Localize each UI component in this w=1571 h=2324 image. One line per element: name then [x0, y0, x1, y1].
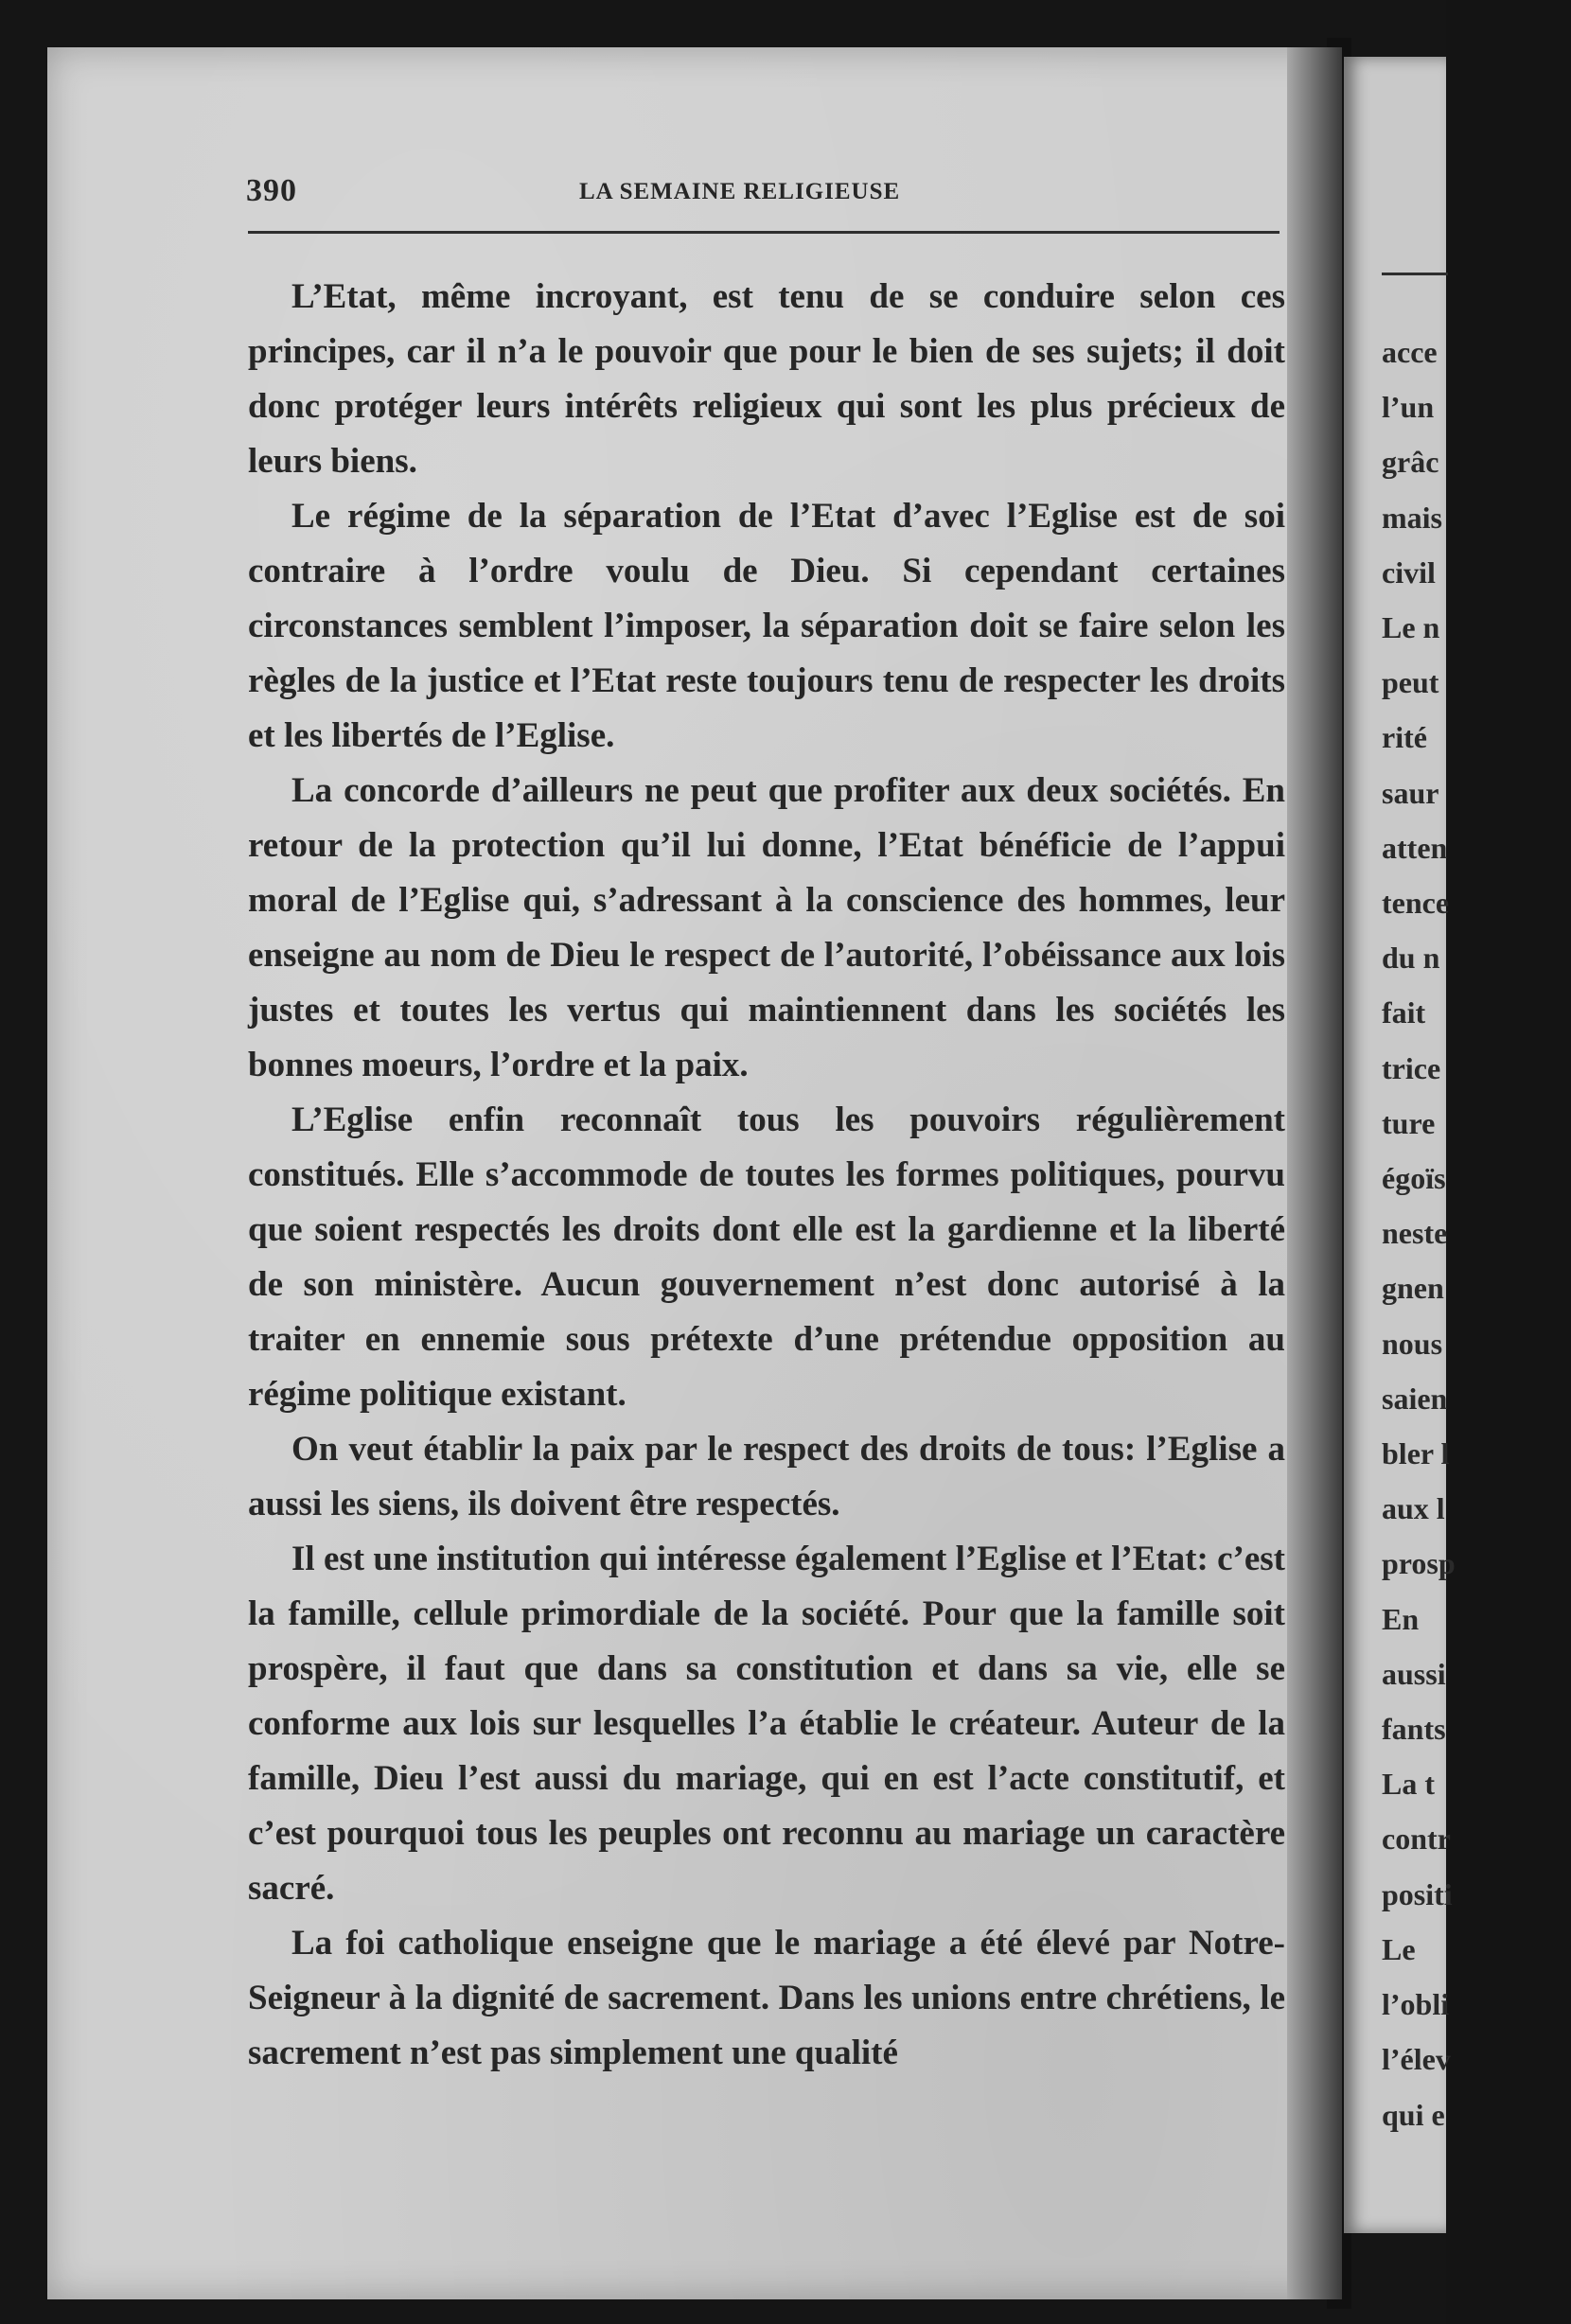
facing-page-line: aux l: [1382, 1491, 1445, 1526]
facing-page-line: l’un: [1382, 390, 1435, 425]
facing-page-line: grâc: [1382, 445, 1439, 480]
facing-page-line: saien: [1382, 1381, 1448, 1416]
facing-page-line: prosp: [1382, 1546, 1456, 1581]
facing-page-line: fait: [1382, 995, 1426, 1030]
paragraph: Le régime de la séparation de l’Etat d’avec l’Eglise est de soi contraire à l’ordre voulu de Dieu. Si cependant certaines circonstances semblent l’imposer, la séparation doit se faire selon les règles de la justice et l’Etat reste toujours tenu de respecter les droits et les libertés de l’Eglise.: [248, 497, 1285, 755]
facing-page-line: En: [1382, 1601, 1420, 1636]
facing-page-line: Le: [1382, 1931, 1416, 1966]
facing-page-line: l’obli: [1382, 1987, 1450, 2022]
facing-page-line: gnen: [1382, 1271, 1444, 1306]
facing-page-line: l’élev: [1382, 2042, 1451, 2077]
page-edge-shadow: [1287, 47, 1342, 2299]
running-head: [246, 173, 1268, 220]
paragraph: La concorde d’ailleurs ne peut que profiter aux deux sociétés. En retour de la protection qu’il lui donne, l’Etat bénéficie de l’appui moral de l’Eglise qui, s’adressant à la conscience des hommes, leur enseigne au nom de Dieu le respect de l’autorité, l’obéissance aux lois justes et toutes les vertus qui maintiennent dans les sociétés les bonnes moeurs, l’ordre et la paix.: [248, 771, 1285, 1084]
header-rule: [248, 231, 1280, 234]
facing-page-line: égoïs: [1382, 1161, 1446, 1196]
facing-page-line: saur: [1382, 775, 1439, 810]
paragraph: La foi catholique enseigne que le mariage a été élevé par Notre-Seigneur à la dignité de sacrement. Dans les unions entre chrétiens, le sacrement n’est pas simplement une qualité: [248, 1924, 1285, 2072]
paragraph: L’Etat, même incroyant, est tenu de se conduire selon ces principes, car il n’a le pouvoir que pour le bien de ses sujets; il doit donc protéger leurs intérêts religieux qui sont les plus précieux de leurs biens.: [248, 277, 1285, 481]
facing-page-line: ture: [1382, 1105, 1436, 1140]
facing-page-line: tence: [1382, 886, 1450, 921]
journal-title: LA SEMAINE RELIGIEUSE: [579, 179, 901, 204]
facing-page-line: contr: [1382, 1822, 1451, 1857]
facing-page-line: nous: [1382, 1326, 1443, 1361]
facing-page-line: fants: [1382, 1712, 1446, 1747]
facing-page-line: du n: [1382, 941, 1440, 976]
facing-page-line: atten: [1382, 830, 1448, 865]
facing-page-line: bler l: [1382, 1436, 1450, 1471]
facing-page-line: aussi: [1382, 1656, 1446, 1691]
facing-page-line: acce: [1382, 335, 1438, 369]
facing-page-line: peut: [1382, 665, 1439, 700]
facing-page-line: La t: [1382, 1767, 1435, 1802]
paragraph: L’Eglise enfin reconnaît tous les pouvoirs régulièrement constitués. Elle s’accommode de toutes les formes politiques, pourvu que soient respectés les droits dont elle est la gardienne et la liberté de son ministère. Aucun gouvernement n’est donc autorisé à la traiter en ennemie sous prétexte d’une prétendue opposition au régime politique existant.: [248, 1100, 1285, 1414]
facing-page-line: positi: [1382, 1876, 1453, 1911]
page-number: 390: [246, 173, 297, 208]
facing-page-line: neste: [1382, 1216, 1448, 1251]
facing-page-text: [1382, 325, 1571, 2142]
facing-page-rule: [1382, 273, 1448, 275]
facing-page: [1344, 57, 1456, 2233]
body-text: [248, 270, 1285, 2081]
paragraph: Il est une institution qui intéresse également l’Eglise et l’Etat: c’est la famille, cellule primordiale de la société. Pour que la famille soit prospère, il faut que dans sa constitution et dans sa vie, elle se conforme aux lois sur lesquelles l’a établie le créateur. Auteur de la famille, Dieu l’est aussi du mariage, qui en est l’acte constitutif, et c’est pourquoi tous les peuples ont reconnu au mariage un caractère sacré.: [248, 1540, 1285, 1908]
facing-page-line: civil: [1382, 555, 1436, 590]
facing-page-line: rité: [1382, 720, 1427, 755]
facing-page-line: mais: [1382, 500, 1442, 535]
facing-page-line: Le n: [1382, 610, 1440, 645]
paragraph: On veut établir la paix par le respect des droits de tous: l’Eglise a aussi les siens, ils doivent être respectés.: [248, 1430, 1285, 1523]
facing-page-line: trice: [1382, 1050, 1441, 1085]
facing-page-line: qui e: [1382, 2097, 1445, 2132]
